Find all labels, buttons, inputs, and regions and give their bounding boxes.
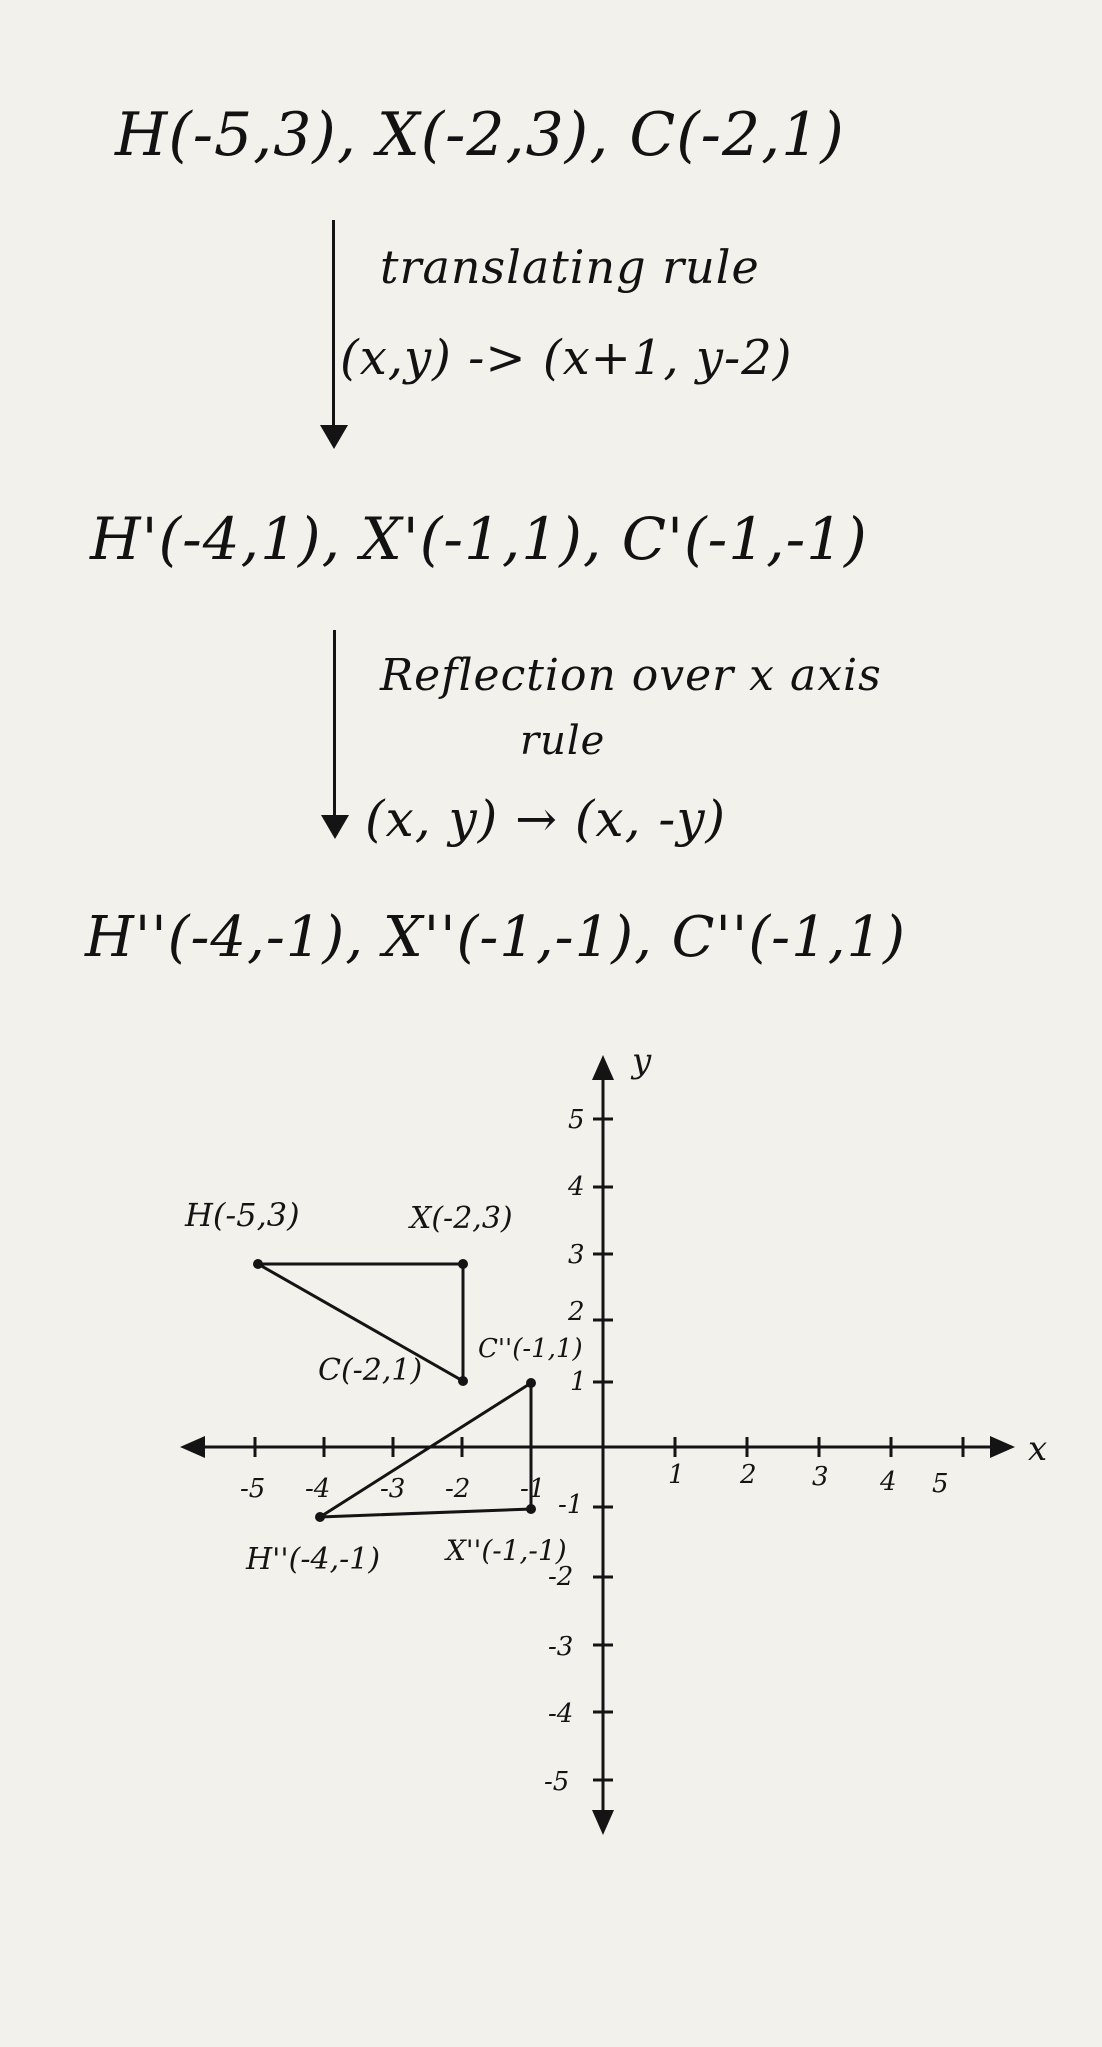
y-tick-label: 5 bbox=[568, 1105, 585, 1135]
translation-rule-title: translating rule bbox=[380, 240, 760, 294]
label-h2: H''(-4,-1) bbox=[246, 1542, 381, 1577]
y-tick-label: -5 bbox=[544, 1767, 570, 1797]
point-h2 bbox=[315, 1512, 325, 1522]
y-tick-label: 3 bbox=[568, 1240, 585, 1270]
translated-vertices: H'(-4,1), X'(-1,1), C'(-1,-1) bbox=[90, 505, 868, 573]
x-tick-label: -1 bbox=[520, 1474, 546, 1504]
x-tick-label: 5 bbox=[932, 1469, 949, 1499]
reflected-vertices: H''(-4,-1), X''(-1,-1), C''(-1,1) bbox=[85, 905, 906, 970]
x-axis-right-arrow bbox=[990, 1436, 1015, 1458]
reflection-arrowhead bbox=[321, 815, 349, 839]
translation-arrow bbox=[332, 220, 335, 445]
x-tick-label: -4 bbox=[305, 1474, 331, 1504]
coordinate-graph bbox=[0, 1000, 1102, 2047]
reflection-rule-subtitle: rule bbox=[520, 718, 606, 764]
reflection-rule-title: Reflection over x axis bbox=[380, 650, 882, 701]
y-tick-label: 1 bbox=[570, 1367, 587, 1397]
label-x2: X''(-1,-1) bbox=[446, 1534, 567, 1567]
original-vertices: H(-5,3), X(-2,3), C(-2,1) bbox=[115, 100, 845, 170]
x-tick-label: 4 bbox=[880, 1467, 897, 1497]
x-axis-left-arrow bbox=[180, 1436, 205, 1458]
reflection-arrow bbox=[333, 630, 336, 835]
y-axis-top-arrow bbox=[592, 1055, 614, 1080]
point-x2 bbox=[526, 1504, 536, 1514]
label-c: C(-2,1) bbox=[318, 1353, 423, 1388]
label-c2: C''(-1,1) bbox=[478, 1334, 583, 1364]
x-axis-label: x bbox=[1028, 1429, 1048, 1469]
y-tick-label: 2 bbox=[568, 1297, 585, 1327]
y-axis-label: y bbox=[632, 1041, 652, 1081]
point-h bbox=[253, 1259, 263, 1269]
y-tick-label: -2 bbox=[548, 1562, 574, 1592]
x-tick-label: 1 bbox=[668, 1460, 685, 1490]
point-x bbox=[458, 1259, 468, 1269]
translation-rule-formula: (x,y) -> (x+1, y-2) bbox=[340, 330, 793, 386]
x-tick-label: -3 bbox=[380, 1474, 406, 1504]
coordinate-plane-svg bbox=[0, 1000, 1102, 2047]
y-tick-label: -4 bbox=[548, 1699, 574, 1729]
point-c2 bbox=[526, 1378, 536, 1388]
x-tick-label: 3 bbox=[812, 1462, 829, 1492]
x-tick-label: 2 bbox=[740, 1460, 757, 1490]
y-axis-bottom-arrow bbox=[592, 1810, 614, 1835]
point-c bbox=[458, 1376, 468, 1386]
y-tick-label: -3 bbox=[548, 1632, 574, 1662]
label-x: X(-2,3) bbox=[410, 1201, 513, 1236]
translation-arrowhead bbox=[320, 425, 348, 449]
reflected-triangle bbox=[320, 1383, 531, 1517]
x-tick-label: -5 bbox=[240, 1474, 266, 1504]
x-tick-label: -2 bbox=[445, 1474, 471, 1504]
label-h: H(-5,3) bbox=[185, 1196, 300, 1234]
y-tick-label: 4 bbox=[568, 1172, 585, 1202]
reflection-rule-formula: (x, y) → (x, -y) bbox=[365, 790, 727, 848]
y-tick-label: -1 bbox=[558, 1490, 584, 1520]
